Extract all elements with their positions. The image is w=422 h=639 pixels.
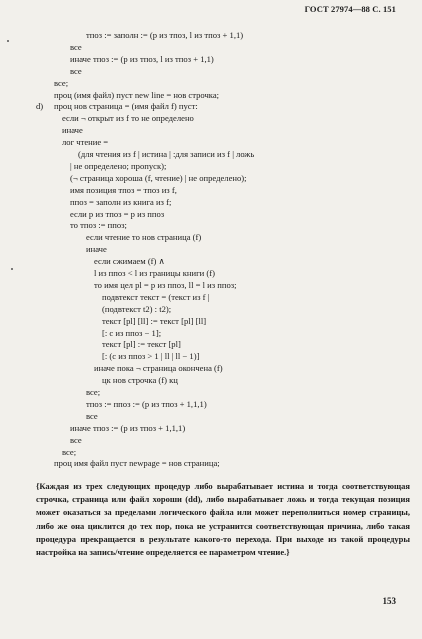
code-line: все; (86, 387, 101, 397)
code-line: все; (54, 77, 69, 88)
code-line: (для чтения из f | истина | :для записи из f | ложь (78, 149, 255, 159)
code-line: все (70, 434, 82, 445)
code-line: если сжимаем (f) ∧ (94, 256, 165, 267)
code-line: текст [pl] [ll] := текст [pl] [ll] (102, 315, 207, 326)
scan-speck (7, 40, 9, 42)
code-line: иначе (62, 125, 83, 136)
code-line: проц нов страница = (имя файл f) пуст: (54, 101, 198, 112)
code-line: ппоз = заполн из книга из f; (70, 196, 172, 207)
code-line: [: с из ппоз − 1]; (102, 327, 162, 338)
code-line: подвтекст текст = (текст из f | (102, 291, 210, 302)
code-line: l из ппоз < l из границы книги (f) (94, 268, 215, 278)
code-line: если ¬ открыт из f то не определено (62, 113, 194, 124)
code-line: (подвтекст t2) : t2); (102, 303, 172, 314)
code-line: лог чтение = (62, 137, 109, 148)
code-line: все (70, 65, 82, 76)
code-line: [: (с из ппоз > 1 | ll | ll − 1)] (102, 351, 200, 362)
code-line: если чтение то нов страница (f) (86, 232, 202, 243)
code-line: текст [pl] := текст [pl] (102, 339, 181, 350)
code-line: то имя цел pl = р из ппоз, ll = l из ппоз; (94, 279, 237, 290)
code-line: иначе тпоз := (р из тпоз, l из тпоз + 1,1) (70, 53, 214, 64)
code-line: все (86, 410, 98, 421)
code-line: иначе тпоз := (р из тпоз + 1,1,1) (70, 422, 186, 433)
code-line: все; (62, 446, 77, 457)
code-line: все (70, 41, 82, 52)
page-header: ГОСТ 27974—88 С. 151 (304, 4, 396, 14)
page-number: 153 (382, 596, 396, 606)
code-line: то тпоз := ппоз; (70, 220, 127, 231)
code-line: имя позиция тпоз = тпоз из f, (70, 184, 177, 195)
code-line: (¬ страница хороша (f, чтение) | не определено); (70, 172, 247, 183)
scan-speck (11, 268, 13, 270)
code-line: проц (имя файл) пуст new line = нов строчка; (54, 89, 220, 100)
code-line: тпоз := заполн := (р из тпоз, l из тпоз + 1,1) (86, 30, 244, 40)
code-line: цк нов строчка (f) кц (102, 375, 178, 386)
code-line: иначе (86, 244, 107, 255)
code-line: если р из тпоз = р из ппоз (70, 208, 165, 219)
item-marker: d) (36, 101, 44, 112)
code-line: | не определено; пропуск); (70, 160, 167, 171)
explanatory-note: {Каждая из трех следующих процедур либо вырабатывает истина и тогда соответствующая строчка, страница или файл хороши (dd), либо вырабатывает ложь и тогда текущая позиция может оказаться за пределами логического файла или может переполниться номер страницы, либо же она циклится до тех пор, пока не устранится соответствующая причина, либо такая процедура прекращается в результате какого-то перехода. При выходе из такой процедуры настройка на запись/чтение определяется ее параметром чтение.} (36, 481, 410, 558)
code-line: тпоз := ппоз := (р из тпоз + 1,1,1) (86, 398, 207, 409)
code-line: проц имя файл пуст newpage = нов страница; (54, 458, 220, 469)
code-line: иначе пока ¬ страница окончена (f) (94, 363, 223, 374)
